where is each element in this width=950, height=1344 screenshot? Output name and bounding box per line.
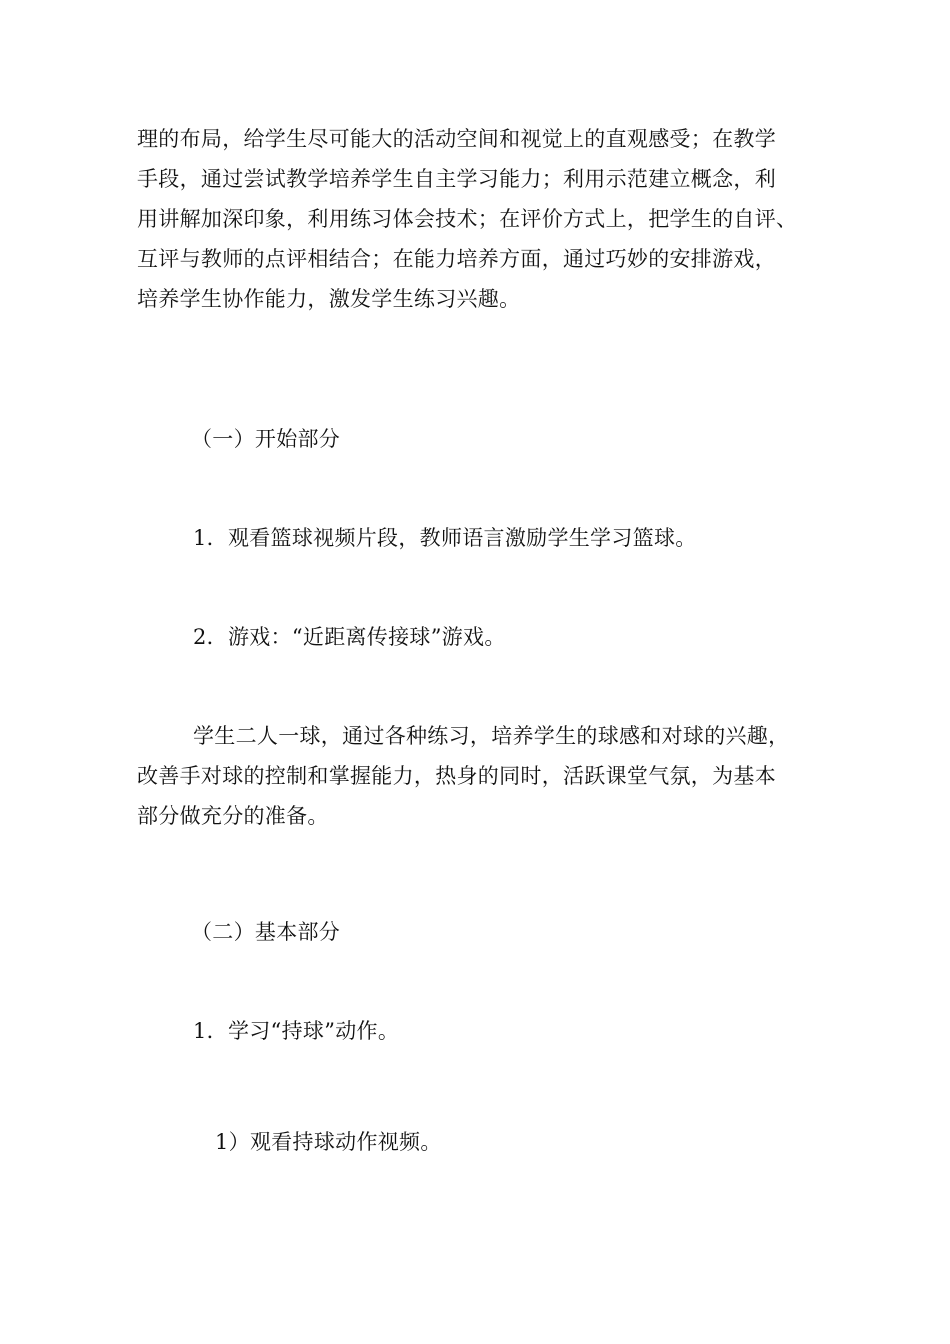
intro-line-5: 培养学生协作能力，激发学生练习兴趣。: [137, 287, 521, 311]
section-1-paragraph-line-2: 改善手对球的控制和掌握能力，热身的同时，活跃课堂气氛，为基本: [137, 764, 776, 788]
section-1-heading-text: （一）开始部分: [191, 427, 341, 451]
section-1-paragraph: [137, 716, 789, 836]
section-2-heading: [191, 912, 340, 952]
section-2-item-1-text: 1．学习“持球”动作。: [193, 1019, 400, 1043]
intro-line-3: 用讲解加深印象，利用练习体会技术；在评价方式上，把学生的自评、: [137, 207, 798, 231]
section-2-item-1: [193, 1011, 399, 1051]
section-2-sub-item-1: [215, 1122, 442, 1162]
section-1-item-1: [193, 518, 697, 558]
section-2-sub-item-1-text: 1）观看持球动作视频。: [215, 1130, 442, 1154]
section-1-item-2: [193, 617, 506, 657]
section-1-item-1-text: 1．观看篮球视频片段，教师语言激励学生学习篮球。: [193, 526, 697, 550]
intro-line-2: 手段，通过尝试教学培养学生自主学习能力；利用示范建立概念，利: [137, 167, 776, 191]
section-2-heading-text: （二）基本部分: [191, 920, 341, 944]
intro-line-4: 互评与教师的点评相结合；在能力培养方面，通过巧妙的安排游戏，: [137, 247, 776, 271]
section-1-heading: [191, 419, 340, 459]
section-1-item-2-text: 2．游戏：“近距离传接球”游戏。: [193, 625, 506, 649]
intro-line-1: 理的布局，给学生尽可能大的活动空间和视觉上的直观感受；在教学: [137, 127, 776, 151]
intro-paragraph: [137, 119, 797, 319]
section-1-paragraph-line-1: 学生二人一球，通过各种练习，培养学生的球感和对球的兴趣，: [193, 724, 790, 748]
section-1-paragraph-line-3: 部分做充分的准备。: [137, 804, 329, 828]
